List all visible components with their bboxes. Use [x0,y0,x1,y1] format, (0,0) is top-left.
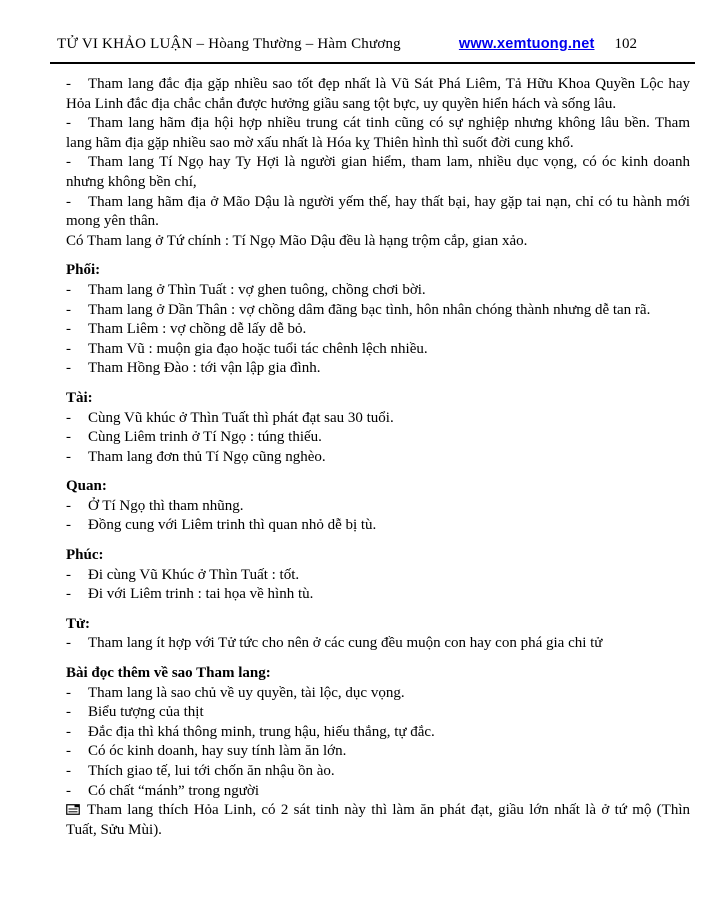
section-bai-doc-them [66,664,690,801]
section-heading: Tử: [66,615,91,632]
list-item [66,634,690,654]
list-item-text: Thích giao tế, lui tới chốn ăn nhậu ồn ào. [88,763,335,779]
dash-bullet: - [66,684,71,701]
list-item [66,409,690,429]
dash-bullet: - [66,723,71,740]
list-item [66,428,690,448]
page-number: 102 [614,36,637,52]
section-phuc [66,546,690,605]
dash-bullet: - [66,340,71,357]
list-item [66,193,690,232]
list-item [66,742,690,762]
section-heading: Phối: [66,262,101,279]
section-tai [66,389,690,467]
dash-bullet: - [66,763,71,779]
list-item-text: Biểu tượng của thịt [88,704,204,721]
dash-bullet: - [66,448,71,465]
note-paragraph [66,801,690,840]
list-item-text: Tham lang Tí Ngọ hay Ty Hợi là người gian hiểm, tham lam, nhiều dục vọng, có óc kinh doanh nhưng không bền chí, [66,154,690,190]
list-item [66,153,690,192]
dash-bullet: - [66,301,71,318]
list-item [66,281,690,301]
list-item-text: Đắc địa thì khá thông minh, trung hậu, hiếu thắng, tự đắc. [88,723,435,740]
dash-bullet: - [66,586,71,603]
list-item-text: Có óc kinh doanh, hay suy tính làm ăn lớn. [88,743,347,760]
paragraph: Có Tham lang ở Tứ chính : Tí Ngọ Mão Dậu đều là hạng trộm cắp, gian xảo. [66,232,528,249]
list-item [66,585,690,605]
list-item [66,114,690,153]
list-item-text: Tham lang hãm địa ở Mão Dậu là người yếm thế, hay thất bại, hay gặp tai nạn, chỉ có tu hành mới mong yên thân. [66,193,690,230]
dash-bullet: - [66,429,71,446]
list-item-text: Đồng cung với Liêm trinh thì quan nhỏ dễ bị tù. [88,517,377,534]
list-item-text: Tham lang ở Thìn Tuất : vợ ghen tuông, chồng chơi bời. [88,281,426,298]
list-item [66,684,690,704]
note-icon [66,804,80,815]
document-body [66,75,690,840]
note-text: Tham lang thích Hỏa Linh, có 2 sát tinh này thì làm ăn phát đạt, giầu lớn nhất là ở tứ mộ (Thìn Tuất, Sửu Mùi). [66,802,690,838]
section-heading: Bài đọc thêm về sao Tham lang: [66,665,271,682]
list-item [66,566,690,586]
list-item [66,497,690,517]
list-item [66,782,690,802]
list-item-text: Tham lang đơn thủ Tí Ngọ cũng nghèo. [88,448,326,465]
dash-bullet: - [66,704,71,721]
dash-bullet: - [66,566,71,583]
list-item-text: Đi cùng Vũ Khúc ở Thìn Tuất : tốt. [88,566,300,583]
list-item-text: Tham lang hãm địa hội hợp nhiều trung cát tinh cũng có sự nghiệp nhưng không lâu bền. Tham lang hãm địa gặp nhiều sao mờ xấu nhất là Hóa kỵ Thiên hình thì suốt đời cung khổ. [66,115,690,151]
list-item [66,301,690,321]
dash-bullet: - [66,115,71,132]
list-item [66,703,690,723]
list-item [66,516,690,536]
list-item-text: Tham lang ở Dần Thân : vợ chồng dâm đãng bạc tình, hôn nhân chóng thành nhưng dễ tan rã. [88,301,651,318]
list-item-text: Tham lang đắc địa gặp nhiều sao tốt đẹp nhất là Vũ Sát Phá Liêm, Tả Hữu Khoa Quyền Lộc hay Hỏa Linh đắc địa chắc chắn được hưởng giầu sang tột bực, uy quyền hiển hách và sống lâu. [66,76,690,112]
dash-bullet: - [66,782,71,799]
list-item [66,723,690,743]
list-item [66,359,690,379]
dash-bullet: - [66,743,71,760]
list-item-text: Ở Tí Ngọ thì tham nhũng. [88,497,244,514]
dash-bullet: - [66,281,71,298]
section-quan [66,477,690,536]
list-item [66,75,690,114]
list-item-text: Có chất “mánh” trong người [88,782,260,799]
section-phoi [66,261,690,379]
dash-bullet: - [66,193,71,210]
section-heading: Phúc: [66,547,104,564]
page-header [57,36,637,53]
list-item [66,762,690,782]
dash-bullet: - [66,409,71,426]
section-heading: Tài: [66,389,93,406]
header-title: TỬ VI KHẢO LUẬN – Hòang Thường – Hàm Chương [57,36,401,52]
list-item-text: Tham Hồng Đào : tới vận lập gia đình. [88,360,321,377]
list-item-text: Tham Liêm : vợ chồng dễ lấy dễ bỏ. [88,321,307,338]
section-tu [66,615,690,654]
list-item [66,448,690,468]
list-item-text: Đi với Liêm trinh : tai họa về hình tù. [88,586,314,603]
list-item-text: Tham lang ít hợp với Tử tức cho nên ở các cung đều muộn con hay con phá gia chi tử [88,635,603,652]
dash-bullet: - [66,517,71,534]
list-item-text: Tham Vũ : muộn gia đạo hoặc tuổi tác chênh lệch nhiều. [88,340,428,357]
dash-bullet: - [66,635,71,652]
list-item [66,340,690,360]
dash-bullet: - [66,76,71,92]
list-item [66,320,690,340]
header-divider [50,62,695,64]
dash-bullet: - [66,154,71,171]
header-right [459,36,637,53]
section-heading: Quan: [66,478,107,495]
dash-bullet: - [66,321,71,338]
dash-bullet: - [66,360,71,377]
list-item-text: Cùng Liêm trinh ở Tí Ngọ : túng thiếu. [88,429,322,446]
list-item-text: Cùng Vũ khúc ở Thìn Tuất thì phát đạt sau 30 tuổi. [88,409,394,426]
site-link[interactable]: www.xemtuong.net [458,36,595,52]
dash-bullet: - [66,497,71,514]
list-item-text: Tham lang là sao chủ về uy quyền, tài lộc, dục vọng. [88,684,405,701]
